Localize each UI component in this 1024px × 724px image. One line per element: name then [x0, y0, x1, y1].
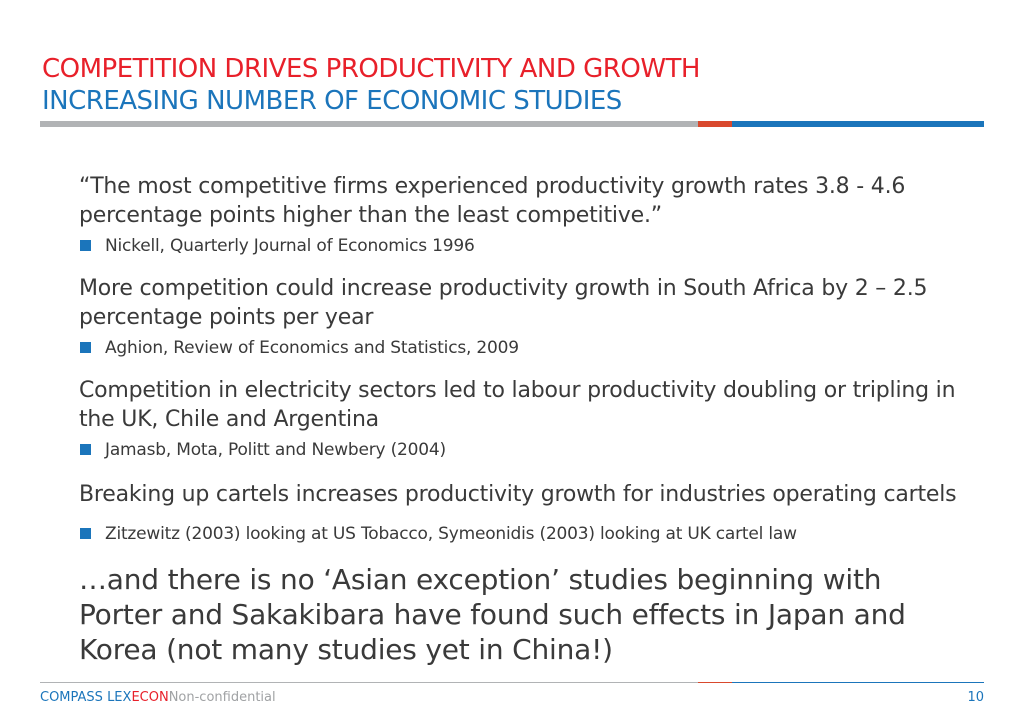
source-text: Nickell, Quarterly Journal of Economics 1996: [105, 236, 475, 256]
finding-aghion: More competition could increase productivity growth in South Africa by 2 – 2.5 percentage points per year: [79, 276, 928, 330]
finding-cartels: Breaking up cartels increases productivity growth for industries operating cartels: [79, 482, 957, 507]
header-rule-grey: [40, 121, 698, 127]
finding-jamasb: Competition in electricity sectors led to labour productivity doubling or tripling in the UK, Chile and Argentina: [79, 378, 956, 432]
footer-rule-red: [698, 682, 732, 683]
slide-body: [79, 172, 959, 667]
source-nickell: [79, 233, 959, 259]
finding-nickell: “The most competitive firms experienced productivity growth rates 3.8 - 4.6 percentage points higher than the least competitive.”: [79, 174, 906, 228]
source-text: Zitzewitz (2003) looking at US Tobacco, Symeonidis (2003) looking at UK cartel law: [105, 524, 797, 544]
header-rule-blue: [732, 121, 984, 127]
source-text: Aghion, Review of Economics and Statistics, 2009: [105, 338, 519, 358]
source-jamasb: [79, 437, 959, 463]
bullet-square-icon: [80, 528, 91, 539]
bullet-square-icon: [80, 444, 91, 455]
source-text: Jamasb, Mota, Politt and Newbery (2004): [105, 440, 446, 460]
slide-title: COMPETITION DRIVES PRODUCTIVITY AND GROWTH: [42, 54, 700, 84]
bullet-square-icon: [80, 240, 91, 251]
bullet-square-icon: [80, 342, 91, 353]
footer-rule-blue: [732, 682, 984, 683]
header-rule-red: [698, 121, 732, 127]
source-zitzewitz: [79, 521, 959, 547]
logo-part2: ECON: [131, 690, 169, 705]
footer: [40, 690, 276, 705]
page-number: 10: [967, 690, 984, 705]
slide-subtitle: INCREASING NUMBER OF ECONOMIC STUDIES: [42, 86, 622, 116]
footer-rule-grey: [40, 682, 698, 683]
confidentiality-label: Non-confidential: [168, 690, 276, 705]
logo-part1: COMPASS LEX: [40, 690, 132, 705]
conclusion-text: …and there is no ‘Asian exception’ studies beginning with Porter and Sakakibara have found such effects in Japan and Korea (not many studies yet in China!): [79, 563, 906, 666]
source-aghion: [79, 335, 959, 361]
